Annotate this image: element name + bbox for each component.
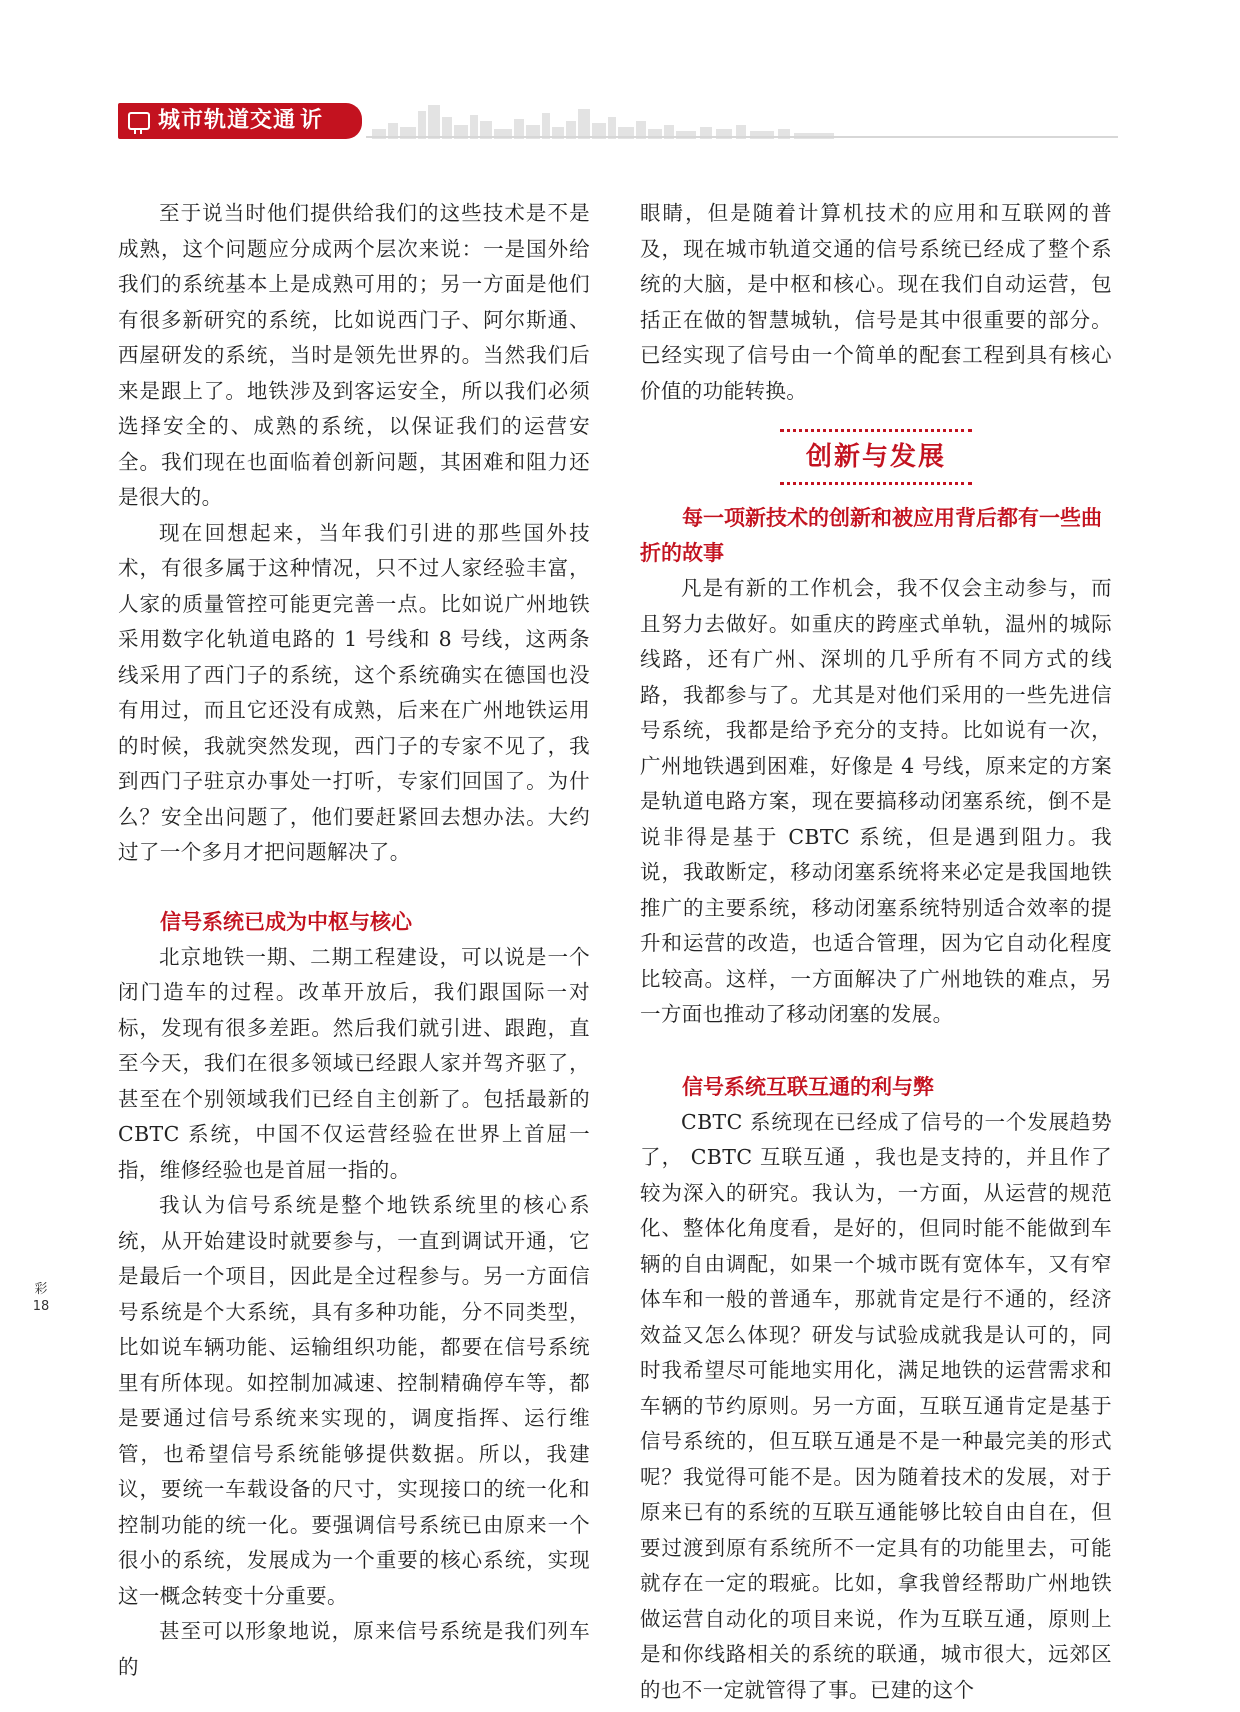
magazine-header — [118, 103, 1118, 139]
left-column — [118, 196, 590, 1685]
page-number-value: 18 — [32, 1299, 50, 1314]
paragraph: 至于说当时他们提供给我们的这些技术是不是成熟，这个问题应分成两个层次来说：一是国外给我们的系统基本上是成熟可用的；另一方面是他们有很多新研究的系统，比如说西门子、阿尔斯通、西屋研发的系统，当时是领先世界的。当然我们后来是跟上了。地铁涉及到客运安全，所以我们必须选择安全的、成熟的系统，以保证我们的运营安全。我们现在也面临着创新问题，其困难和阻力还是很大的。 — [118, 201, 590, 509]
paragraph: 眼睛，但是随着计算机技术的应用和互联网的普及，现在城市轨道交通的信号系统已经成了整个系统的大脑，是中枢和核心。现在我们自动运营，包括正在做的智慧城轨，信号是其中很重要的部分。已经实现了信号由一个简单的配套工程到具有核心价值的功能转换。 — [640, 201, 1112, 403]
paragraph: 北京地铁一期、二期工程建设，可以说是一个闭门造车的过程。改革开放后，我们跟国际一对标，发现有很多差距。然后我们就引进、跟跑，直至今天，我们在很多领域已经跟人家并驾齐驱了，甚至在个别领域我们已经自主创新了。包括最新的 CBTC 系统，中国不仅运营经验在世界上首屈一指，维修经验也是首屈一指的。 — [118, 944, 590, 1182]
subheading: 每一项新技术的创新和被应用背后都有一些曲折的故事 — [640, 506, 1102, 565]
monitor-icon — [128, 112, 150, 130]
subheading: 信号系统已成为中枢与核心 — [160, 909, 412, 934]
city-skyline-graphic — [366, 103, 1118, 139]
paragraph: 我认为信号系统是整个地铁系统里的核心系统，从开始建设时就要参与，一直到调试开通，它是最后一个项目，因此是全过程参与。另一方面信号系统是个大系统，具有多种功能，分不同类型，比如说车辆功能、运输组织功能，都要在信号系统里有所体现。如控制加减速、控制精确停车等，都是要通过信号系统来实现的，调度指挥、运行维管，也希望信号系统能够提供数据。所以，我建议，要统一车载设备的尺寸，实现接口的统一化和控制功能的统一化。要强调信号系统已由原来一个很小的系统，发展成为一个重要的核心系统，实现这一概念转变十分重要。 — [118, 1193, 590, 1608]
magazine-badge: 䜣 — [300, 108, 324, 133]
section-title: 创新与发展 — [805, 442, 946, 472]
page-label: 彩 — [34, 1282, 48, 1297]
right-column — [640, 196, 1112, 1708]
paragraph: 凡是有新的工作机会，我不仅会主动参与，而且努力去做好。如重庆的跨座式单轨，温州的城际线路，还有广州、深圳的几乎所有不同方式的线路，我都参与了。尤其是对他们采用的一些先进信号系统，我都是给予充分的支持。比如说有一次，广州地铁遇到困难，好像是 4 号线，原来定的方案是轨道电路方案，现在要搞移动闭塞系统，倒不是说非得是基于 CBTC 系统，但是遇到阻力。我说，我敢断定，移动闭塞系统将来必定是我国地铁推广的主要系统，移动闭塞系统特别适合效率的提升和运营的改造，也适合管理，因为它自动化程度比较高。这样，一方面解决了广州地铁的难点，另一方面也推动了移动闭塞的发展。 — [640, 576, 1112, 1026]
header-rule — [366, 136, 1118, 138]
page-number — [26, 1281, 56, 1315]
dotted-divider — [780, 482, 972, 485]
paragraph: 甚至可以形象地说，原来信号系统是我们列车的 — [118, 1619, 590, 1679]
magazine-logo — [118, 103, 362, 139]
paragraph: 现在回想起来，当年我们引进的那些国外技术，有很多属于这种情况，只不过人家经验丰富，人家的质量管控可能更完善一点。比如说广州地铁采用数字化轨道电路的 1 号线和 8 号线，这两条线采用了西门子的系统，这个系统确实在德国也没有用过，而且它还没有成熟，后来在广州地铁运用的时候，我就突然发现，西门子的专家不见了，我到西门子驻京办事处一打听，专家们回国了。为什么？安全出问题了，他们要赶紧回去想办法。大约过了一个多月才把问题解决了。 — [118, 520, 590, 864]
subheading: 信号系统互联互通的利与弊 — [682, 1074, 934, 1099]
section-heading — [640, 429, 1112, 485]
magazine-title: 城市轨道交通 — [158, 108, 297, 133]
paragraph: CBTC 系统现在已经成了信号的一个发展趋势了， CBTC 互联互通 ，我也是支持的，并且作了较为深入的研究。我认为，一方面，从运营的规范化、整体化角度看，是好的，但同时能不能做到车辆的自由调配，如果一个城市既有宽体车，又有窄体车和一般的普通车，那就肯定是行不通的，经济效益又怎么体现？研发与试验成就我是认可的，同时我希望尽可能地实用化，满足地铁的运营需求和车辆的节约原则。另一方面，互联互通肯定是基于信号系统的，但互联互通是不是一种最完美的形式呢？我觉得可能不是。因为随着技术的发展，对于原来已有的系统的互联互通能够比较自由自在，但要过渡到原有系统所不一定具有的功能里去，可能就存在一定的瑕疵。比如，拿我曾经帮助广州地铁做运营自动化的项目来说，作为互联互通，原则上是和你线路相关的系统的联通，城市很大，远郊区的也不一定就管得了事。已建的这个 — [640, 1109, 1112, 1702]
